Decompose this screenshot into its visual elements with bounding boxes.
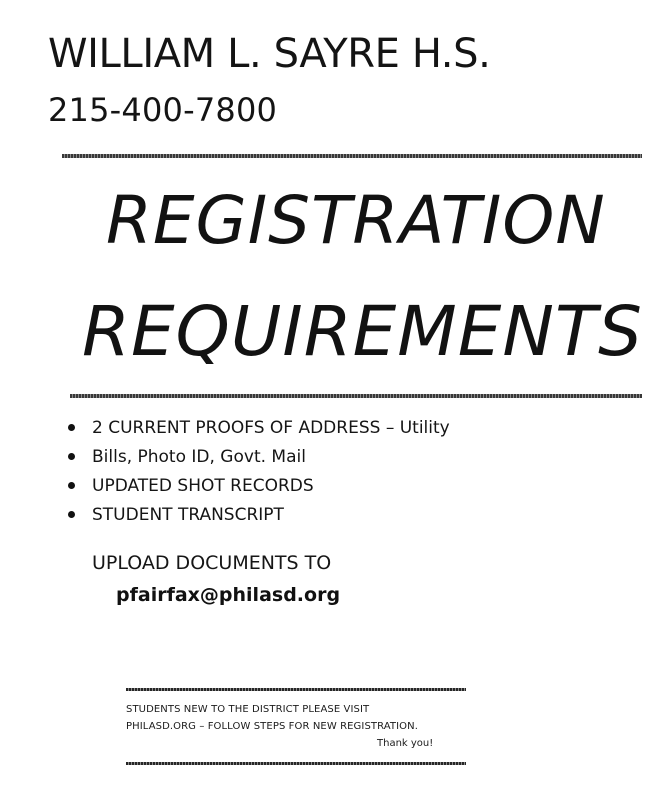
school-name: WILLIAM L. SAYRE H.S. — [48, 31, 491, 77]
middle-divider — [70, 394, 642, 398]
list-item — [68, 443, 488, 472]
headline-requirements: REQUIREMENTS — [82, 292, 643, 372]
requirement-text: UPDATED SHOT RECORDS — [92, 476, 314, 496]
list-item — [68, 414, 488, 443]
requirement-text: STUDENT TRANSCRIPT — [92, 505, 284, 525]
notice-bottom-divider — [126, 762, 466, 765]
upload-email: pfairfax@philasd.org — [116, 584, 341, 606]
notice-top-divider — [126, 688, 466, 691]
top-divider — [62, 154, 642, 158]
list-item — [68, 501, 488, 530]
bullet-dot-icon — [68, 453, 75, 460]
requirement-text: Bills, Photo ID, Govt. Mail — [92, 447, 306, 467]
notice-line-1: STUDENTS NEW TO THE DISTRICT PLEASE VISIT — [126, 704, 370, 715]
bullet-dot-icon — [68, 511, 75, 518]
bullet-dot-icon — [68, 424, 75, 431]
school-phone: 215-400-7800 — [48, 91, 278, 129]
upload-label: UPLOAD DOCUMENTS TO — [92, 552, 332, 574]
requirement-text: 2 CURRENT PROOFS OF ADDRESS – Utility — [92, 418, 450, 438]
requirements-list — [68, 414, 488, 530]
bullet-dot-icon — [68, 482, 75, 489]
headline-registration: REGISTRATION — [106, 182, 606, 259]
notice-line-2: PHILASD.ORG – FOLLOW STEPS FOR NEW REGISTRATION. — [126, 721, 419, 732]
list-item — [68, 472, 488, 501]
notice-thanks: Thank you! — [377, 738, 434, 749]
